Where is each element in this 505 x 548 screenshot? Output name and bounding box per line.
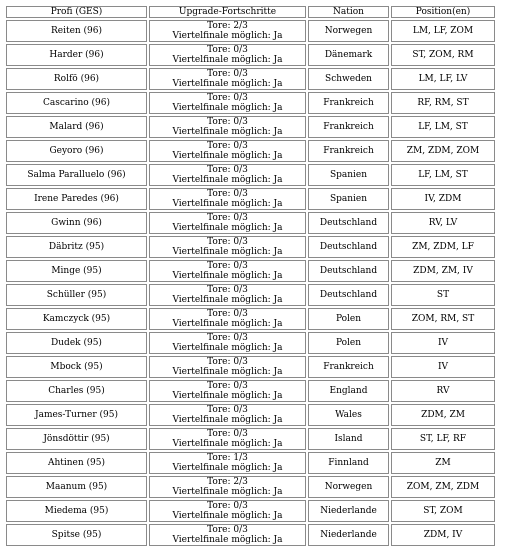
goals-progress: Tore: 0/3 (207, 381, 248, 391)
table-row (6, 164, 495, 186)
cell-upgrade (149, 188, 306, 210)
cell-position: LF, LM, ST (391, 164, 495, 186)
goals-progress: Tore: 2/3 (207, 477, 248, 487)
cell-profi: Cascarino (96) (6, 92, 147, 114)
cell-upgrade (149, 140, 306, 162)
cell-position: LM, LF, ZOM (391, 20, 495, 42)
column-header-upgrade: Upgrade-Fortschritte (149, 6, 306, 18)
table-body (6, 20, 495, 546)
goals-progress: Tore: 1/3 (207, 453, 248, 463)
quarterfinal-status: Viertelfinale möglich: Ja (172, 247, 283, 257)
cell-position: ST (391, 284, 495, 306)
upgrade-table (4, 4, 497, 548)
cell-nation: Norwegen (308, 476, 389, 498)
table-row (6, 92, 495, 114)
cell-upgrade (149, 260, 306, 282)
table-row (6, 44, 495, 66)
cell-position: LF, LM, ST (391, 116, 495, 138)
cell-profi: Dudek (95) (6, 332, 147, 354)
quarterfinal-status: Viertelfinale möglich: Ja (172, 55, 283, 65)
cell-position: IV (391, 356, 495, 378)
column-header-nation: Nation (308, 6, 389, 18)
quarterfinal-status: Viertelfinale möglich: Ja (172, 343, 283, 353)
quarterfinal-status: Viertelfinale möglich: Ja (172, 511, 283, 521)
cell-profi: Ahtinen (95) (6, 452, 147, 474)
cell-upgrade (149, 332, 306, 354)
cell-position: ZM, ZDM, ZOM (391, 140, 495, 162)
cell-nation: Wales (308, 404, 389, 426)
cell-profi: Spitse (95) (6, 524, 147, 546)
cell-nation: Polen (308, 308, 389, 330)
cell-profi: Irene Paredes (96) (6, 188, 147, 210)
cell-upgrade (149, 212, 306, 234)
cell-profi: Däbritz (95) (6, 236, 147, 258)
cell-upgrade (149, 68, 306, 90)
goals-progress: Tore: 0/3 (207, 525, 248, 535)
table-row (6, 188, 495, 210)
cell-position: IV, ZDM (391, 188, 495, 210)
cell-profi: Gwinn (96) (6, 212, 147, 234)
cell-position: ST, ZOM (391, 500, 495, 522)
cell-position: ZDM, IV (391, 524, 495, 546)
cell-nation: Deutschland (308, 236, 389, 258)
table-row (6, 332, 495, 354)
table-row (6, 140, 495, 162)
quarterfinal-status: Viertelfinale möglich: Ja (172, 199, 283, 209)
quarterfinal-status: Viertelfinale möglich: Ja (172, 295, 283, 305)
table-row (6, 116, 495, 138)
quarterfinal-status: Viertelfinale möglich: Ja (172, 439, 283, 449)
quarterfinal-status: Viertelfinale möglich: Ja (172, 127, 283, 137)
cell-nation: Deutschland (308, 260, 389, 282)
table-row (6, 356, 495, 378)
cell-position: ZM, ZDM, LF (391, 236, 495, 258)
cell-upgrade (149, 404, 306, 426)
cell-upgrade (149, 44, 306, 66)
cell-profi: Kamczyck (95) (6, 308, 147, 330)
cell-position: ST, LF, RF (391, 428, 495, 450)
cell-profi: Jönsdöttir (95) (6, 428, 147, 450)
cell-upgrade (149, 116, 306, 138)
cell-nation: Frankreich (308, 140, 389, 162)
cell-position: ZDM, ZM (391, 404, 495, 426)
cell-profi: Schüller (95) (6, 284, 147, 306)
goals-progress: Tore: 0/3 (207, 45, 248, 55)
table-row (6, 260, 495, 282)
cell-upgrade (149, 476, 306, 498)
cell-nation: Frankreich (308, 116, 389, 138)
quarterfinal-status: Viertelfinale möglich: Ja (172, 151, 283, 161)
cell-profi: Geyoro (96) (6, 140, 147, 162)
table-row (6, 524, 495, 546)
cell-position: RV, LV (391, 212, 495, 234)
cell-nation: England (308, 380, 389, 402)
cell-profi: Miedema (95) (6, 500, 147, 522)
cell-profi: Salma Paralluelo (96) (6, 164, 147, 186)
quarterfinal-status: Viertelfinale möglich: Ja (172, 415, 283, 425)
cell-profi: Harder (96) (6, 44, 147, 66)
table-row (6, 404, 495, 426)
goals-progress: Tore: 2/3 (207, 21, 248, 31)
cell-position: RV (391, 380, 495, 402)
goals-progress: Tore: 0/3 (207, 165, 248, 175)
cell-profi: Mbock (95) (6, 356, 147, 378)
cell-nation: Frankreich (308, 92, 389, 114)
cell-profi: Reiten (96) (6, 20, 147, 42)
table-row (6, 68, 495, 90)
quarterfinal-status: Viertelfinale möglich: Ja (172, 175, 283, 185)
cell-upgrade (149, 380, 306, 402)
quarterfinal-status: Viertelfinale möglich: Ja (172, 271, 283, 281)
cell-position: RF, RM, ST (391, 92, 495, 114)
cell-position: ST, ZOM, RM (391, 44, 495, 66)
cell-nation: Spanien (308, 188, 389, 210)
quarterfinal-status: Viertelfinale möglich: Ja (172, 535, 283, 545)
cell-profi: Minge (95) (6, 260, 147, 282)
quarterfinal-status: Viertelfinale möglich: Ja (172, 463, 283, 473)
goals-progress: Tore: 0/3 (207, 237, 248, 247)
table-row (6, 452, 495, 474)
table-row (6, 308, 495, 330)
cell-position: ZDM, ZM, IV (391, 260, 495, 282)
cell-nation: Dänemark (308, 44, 389, 66)
goals-progress: Tore: 0/3 (207, 189, 248, 199)
goals-progress: Tore: 0/3 (207, 93, 248, 103)
cell-nation: Spanien (308, 164, 389, 186)
goals-progress: Tore: 0/3 (207, 429, 248, 439)
table-row (6, 236, 495, 258)
cell-position: ZM (391, 452, 495, 474)
cell-upgrade (149, 308, 306, 330)
quarterfinal-status: Viertelfinale möglich: Ja (172, 367, 283, 377)
table-row (6, 212, 495, 234)
quarterfinal-status: Viertelfinale möglich: Ja (172, 319, 283, 329)
goals-progress: Tore: 0/3 (207, 501, 248, 511)
cell-nation: Polen (308, 332, 389, 354)
cell-upgrade (149, 452, 306, 474)
goals-progress: Tore: 0/3 (207, 405, 248, 415)
cell-nation: Schweden (308, 68, 389, 90)
cell-nation: Island (308, 428, 389, 450)
goals-progress: Tore: 0/3 (207, 117, 248, 127)
cell-upgrade (149, 236, 306, 258)
goals-progress: Tore: 0/3 (207, 69, 248, 79)
cell-upgrade (149, 428, 306, 450)
goals-progress: Tore: 0/3 (207, 213, 248, 223)
cell-nation: Finnland (308, 452, 389, 474)
cell-upgrade (149, 356, 306, 378)
table-row (6, 284, 495, 306)
quarterfinal-status: Viertelfinale möglich: Ja (172, 103, 283, 113)
cell-nation: Norwegen (308, 20, 389, 42)
quarterfinal-status: Viertelfinale möglich: Ja (172, 223, 283, 233)
table-row (6, 500, 495, 522)
cell-nation: Deutschland (308, 284, 389, 306)
cell-upgrade (149, 500, 306, 522)
goals-progress: Tore: 0/3 (207, 141, 248, 151)
goals-progress: Tore: 0/3 (207, 261, 248, 271)
goals-progress: Tore: 0/3 (207, 309, 248, 319)
cell-profi: Malard (96) (6, 116, 147, 138)
table-row (6, 428, 495, 450)
cell-profi: James-Turner (95) (6, 404, 147, 426)
cell-upgrade (149, 164, 306, 186)
column-header-profi: Profi (GES) (6, 6, 147, 18)
table-row (6, 20, 495, 42)
cell-position: ZOM, RM, ST (391, 308, 495, 330)
column-header-position: Position(en) (391, 6, 495, 18)
cell-position: LM, LF, LV (391, 68, 495, 90)
goals-progress: Tore: 0/3 (207, 333, 248, 343)
cell-profi: Maanum (95) (6, 476, 147, 498)
cell-upgrade (149, 92, 306, 114)
cell-upgrade (149, 524, 306, 546)
cell-upgrade (149, 20, 306, 42)
quarterfinal-status: Viertelfinale möglich: Ja (172, 31, 283, 41)
quarterfinal-status: Viertelfinale möglich: Ja (172, 487, 283, 497)
cell-nation: Niederlande (308, 500, 389, 522)
goals-progress: Tore: 0/3 (207, 357, 248, 367)
goals-progress: Tore: 0/3 (207, 285, 248, 295)
cell-nation: Deutschland (308, 212, 389, 234)
cell-position: IV (391, 332, 495, 354)
table-row (6, 476, 495, 498)
quarterfinal-status: Viertelfinale möglich: Ja (172, 79, 283, 89)
cell-profi: Charles (95) (6, 380, 147, 402)
table-row (6, 380, 495, 402)
cell-upgrade (149, 284, 306, 306)
upgrade-table-container (4, 4, 497, 548)
table-header-row (6, 6, 495, 18)
cell-profi: Rolfö (96) (6, 68, 147, 90)
cell-nation: Niederlande (308, 524, 389, 546)
quarterfinal-status: Viertelfinale möglich: Ja (172, 391, 283, 401)
cell-position: ZOM, ZM, ZDM (391, 476, 495, 498)
cell-nation: Frankreich (308, 356, 389, 378)
